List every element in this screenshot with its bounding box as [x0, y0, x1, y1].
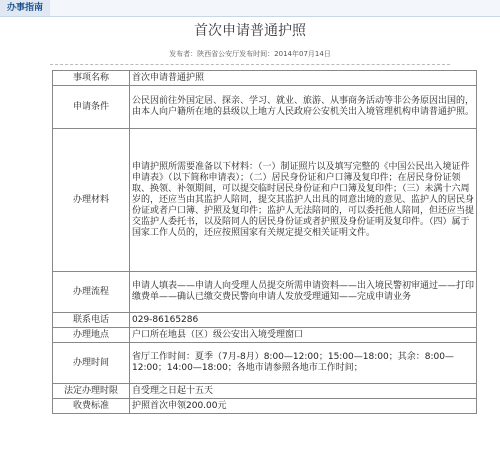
table-row: [53, 86, 477, 129]
row-label: 联系电话: [53, 313, 130, 328]
row-value: 公民因前往外国定居、探亲、学习、就业、旅游、从事商务活动等非公务原因出国的，由本人向户籍所在地的县级以上地方人民政府公安机关出入境管理机构申请普通护照。: [130, 86, 477, 129]
table-row: [53, 328, 477, 343]
row-label: 办理流程: [53, 272, 130, 313]
tab-guide[interactable]: 办事指南: [0, 0, 50, 16]
publish-meta: 发布者：陕西省公安厅发布时间：2014年07月14日: [169, 50, 331, 58]
watermark-fade: [284, 437, 500, 463]
row-label: 法定办理时限: [53, 384, 130, 399]
page-title: 首次申请普通护照: [194, 23, 306, 39]
table-row: [53, 399, 477, 414]
row-value: 申请护照所需要准备以下材料：（一）制证照片以及填写完整的《中国公民出入境证件申请表》（以下简称申请表）；（二）居民身份证和户口簿及复印件；在居民身份证领取、换领、补领期间，可以提交临时居民身份证和户口簿及复印件；（三）未满十六周岁的，还应当由其监护人陪同，提交其监护人出具的同意出境的意见、监护人的居民身份证或者户口簿、护照及复印件；监护人无法陪同的，可以委托他人陪同，但还应当提交监护人委托书，以及陪同人的居民身份证或者护照及身份证明及复印件。（四）属于国家工作人员的，还应按照国家有关规定提交相关证明文件。: [130, 129, 477, 272]
row-value: 自受理之日起十五天: [130, 384, 477, 399]
table-row: [53, 343, 477, 384]
table-row: [53, 71, 477, 86]
row-value: 申请人填表——申请人向受理人员提交所需申请资料——出入境民警初审通过——打印缴费单——确认已缴交费民警向申请人发放受理通知——完成申请业务: [130, 272, 477, 313]
row-label: 办理材料: [53, 129, 130, 272]
row-label: 办理时间: [53, 343, 130, 384]
row-label: 申请条件: [53, 86, 130, 129]
table-row: [53, 272, 477, 313]
row-label: 办理地点: [53, 328, 130, 343]
divider: [50, 64, 450, 65]
table-row: [53, 384, 477, 399]
info-table: [52, 70, 477, 414]
row-value: 户口所在地县（区）级公安出入境受理窗口: [130, 328, 477, 343]
row-label: 收费标准: [53, 399, 130, 414]
top-nav-bar: [0, 0, 500, 17]
row-value: 护照首次申领200.00元: [130, 399, 477, 414]
row-value: 029-86165286: [130, 313, 477, 328]
table-row: [53, 313, 477, 328]
table-row: [53, 129, 477, 272]
row-value: 省厅工作时间：夏季（7月-8月）8:00—12:00；15:00—18:00；其余：8:00—12:00；14:00—18:00；各地市请参照各地市工作时间；: [130, 343, 477, 384]
row-label: 事项名称: [53, 71, 130, 86]
row-value: 首次申请普通护照: [130, 71, 477, 86]
